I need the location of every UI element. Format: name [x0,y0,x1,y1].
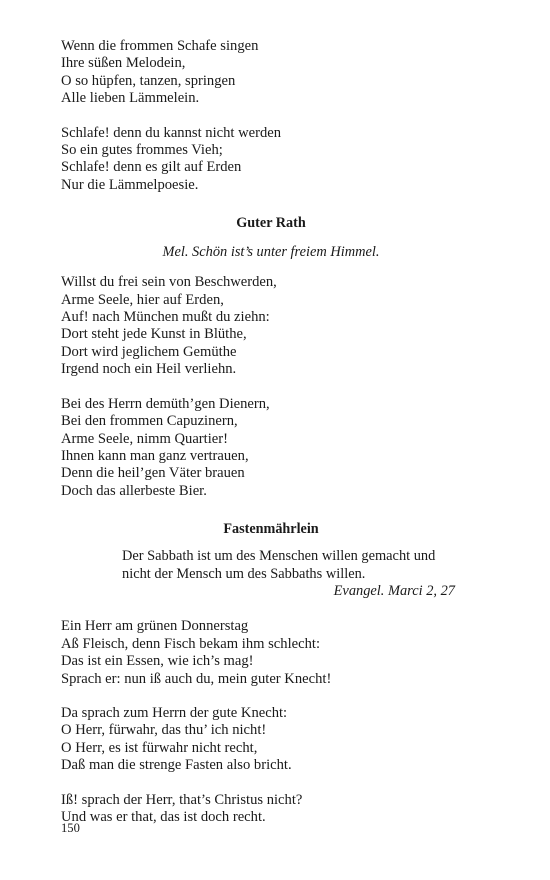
verse-line: O Herr, fürwahr, das thu’ ich nicht! [61,722,267,739]
verse-line: Bei des Herrn demüth’gen Dienern, [61,395,270,412]
verse-line: Dort steht jede Kunst in Blüthe, [61,326,247,343]
poem1-stanza-1 [61,38,481,108]
poem-title-fastenmaehrlein: Fastenmährlein [223,521,319,538]
verse-line: Dort wird jeglichem Gemüthe [61,343,237,360]
verse-line: Daß man die strenge Fasten also bricht. [61,757,292,774]
verse-line: Irgend noch ein Heil verliehn. [61,361,237,378]
epigraph [122,548,455,600]
epigraph-line: Der Sabbath ist um des Menschen willen gemacht und [122,548,436,565]
verse-line: Bei den frommen Capuzinern, [61,413,238,430]
verse-line: Da sprach zum Herrn der gute Knecht: [61,704,288,721]
verse-line: Das ist ein Essen, wie ich’s mag! [61,653,254,670]
verse-line: Und was er that, das ist doch recht. [61,809,266,825]
verse-line: Arme Seele, hier auf Erden, [61,291,224,308]
verse-line: O so hüpfen, tanzen, springen [61,72,236,89]
verse-line: Iß! sprach der Herr, that’s Christus nicht? [61,791,303,808]
verse-line: Sprach er: nun iß auch du, mein guter Knecht! [61,670,332,687]
verse-line: Denn die heil’gen Väter brauen [61,465,245,482]
verse-line: O Herr, es ist fürwahr nicht recht, [61,739,258,756]
verse-line: Ihnen kann man ganz vertrauen, [61,447,249,464]
epigraph-line: nicht der Mensch um des Sabbaths willen. [122,565,366,582]
epigraph-source: Evangel. Marci 2, 27 [333,582,455,599]
verse-line: Schlafe! denn es gilt auf Erden [61,159,242,176]
verse-line: Doch das allerbeste Bier. [61,482,207,499]
verse-line: Alle lieben Lämmelein. [61,90,200,107]
verse-line: Nur die Lämmelpoesie. [61,176,199,193]
page-body [61,38,481,826]
poem-melody: Mel. Schön ist’s unter freiem Himmel. [162,244,380,261]
verse-line: Auf! nach München mußt du ziehn: [61,309,270,326]
page-number: 150 [61,821,80,835]
poem3-stanza-3 [61,792,481,827]
poem3-stanza-2 [61,705,481,775]
poem1-stanza-2 [61,125,481,195]
verse-line: Aß Fleisch, denn Fisch bekam ihm schlecht: [61,635,320,652]
poem2-stanza-2 [61,396,481,500]
poem2-stanza-1 [61,274,481,378]
verse-line: Ein Herr am grünen Donnerstag [61,618,249,635]
verse-line: Schlafe! denn du kannst nicht werden [61,124,282,141]
verse-line: Wenn die frommen Schafe singen [61,38,259,54]
poem3-stanza-1 [61,618,481,688]
verse-line: So ein gutes frommes Vieh; [61,142,223,159]
verse-line: Arme Seele, nimm Quartier! [61,430,228,447]
poem-title-guter-rath: Guter Rath [236,215,306,232]
verse-line: Ihre süßen Melodein, [61,55,186,72]
verse-line: Willst du frei sein von Beschwerden, [61,274,277,291]
